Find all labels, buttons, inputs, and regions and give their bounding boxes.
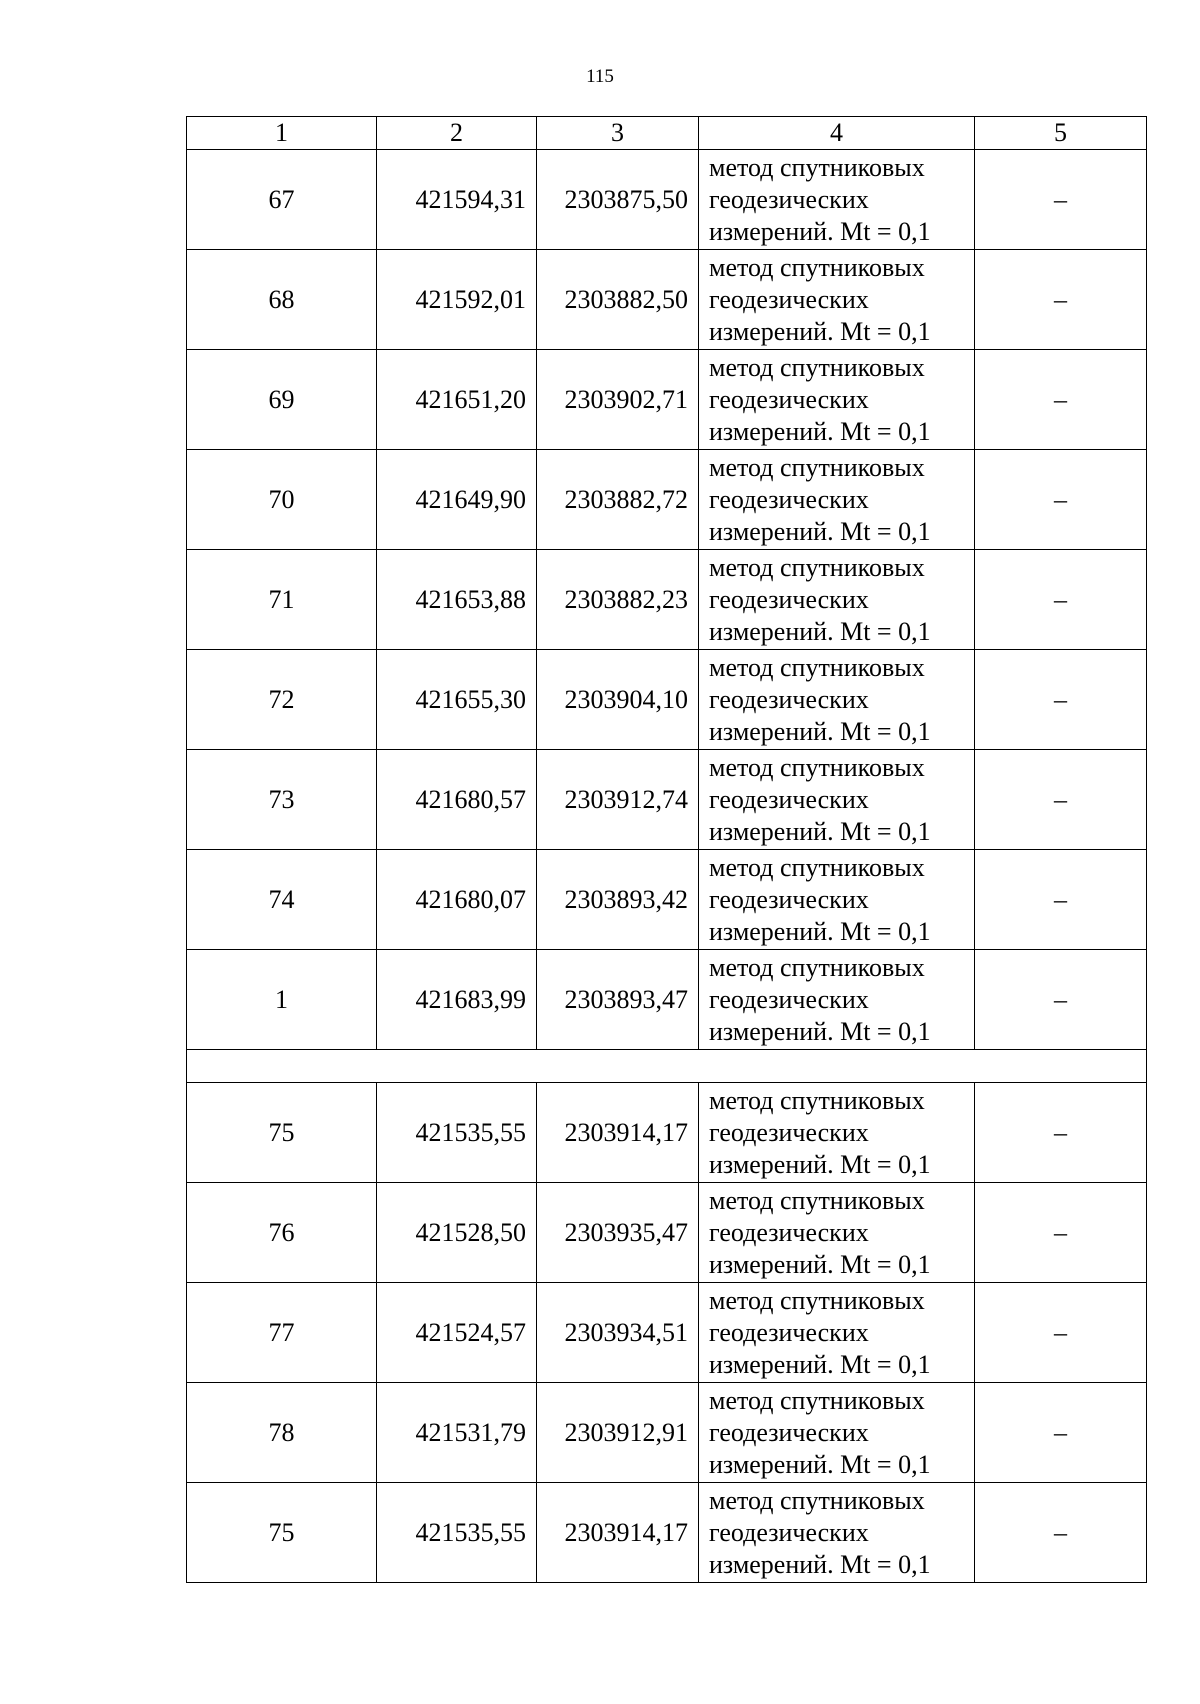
section-separator-cell [187, 1050, 1147, 1083]
x-coordinate-cell: 421535,55 [377, 1483, 537, 1583]
method-text-line: метод спутниковых [709, 752, 925, 782]
method-cell [699, 1483, 975, 1583]
note-cell: – [975, 150, 1147, 250]
section-separator-row [187, 1050, 1147, 1083]
method-text-line: геодезических [709, 1517, 869, 1547]
y-coordinate-cell: 2303904,10 [537, 650, 699, 750]
method-text-line: геодезических [709, 884, 869, 914]
method-text-line: геодезических [709, 1217, 869, 1247]
table-header-row [187, 117, 1147, 150]
y-coordinate-cell: 2303914,17 [537, 1083, 699, 1183]
method-cell [699, 150, 975, 250]
method-text-line: геодезических [709, 584, 869, 614]
method-text-line: геодезических [709, 1117, 869, 1147]
method-cell [699, 750, 975, 850]
note-cell: – [975, 1083, 1147, 1183]
table-row [187, 1283, 1147, 1383]
method-text-line: метод спутниковых [709, 652, 925, 682]
column-header: 1 [187, 117, 377, 150]
x-coordinate-cell: 421653,88 [377, 550, 537, 650]
coordinates-table [186, 116, 1147, 1583]
method-text-line: метод спутниковых [709, 1485, 925, 1515]
method-text-line: измерений. Mt = 0,1 [709, 216, 931, 246]
y-coordinate-cell: 2303875,50 [537, 150, 699, 250]
point-number-cell: 73 [187, 750, 377, 850]
method-text-line: измерений. Mt = 0,1 [709, 1549, 931, 1579]
method-cell [699, 1283, 975, 1383]
method-text-line: измерений. Mt = 0,1 [709, 1149, 931, 1179]
point-number-cell: 75 [187, 1483, 377, 1583]
point-number-cell: 71 [187, 550, 377, 650]
method-text-line: метод спутниковых [709, 352, 925, 382]
method-text-line: метод спутниковых [709, 1285, 925, 1315]
table-row [187, 1183, 1147, 1283]
note-cell: – [975, 850, 1147, 950]
x-coordinate-cell: 421651,20 [377, 350, 537, 450]
y-coordinate-cell: 2303882,72 [537, 450, 699, 550]
point-number-cell: 77 [187, 1283, 377, 1383]
x-coordinate-cell: 421535,55 [377, 1083, 537, 1183]
x-coordinate-cell: 421592,01 [377, 250, 537, 350]
x-coordinate-cell: 421680,57 [377, 750, 537, 850]
method-cell [699, 550, 975, 650]
column-header: 3 [537, 117, 699, 150]
method-cell [699, 350, 975, 450]
note-cell: – [975, 450, 1147, 550]
method-cell [699, 850, 975, 950]
method-text-line: измерений. Mt = 0,1 [709, 416, 931, 446]
table-row [187, 550, 1147, 650]
note-cell: – [975, 1183, 1147, 1283]
method-cell [699, 1083, 975, 1183]
method-text-line: измерений. Mt = 0,1 [709, 1349, 931, 1379]
method-text-line: измерений. Mt = 0,1 [709, 1249, 931, 1279]
x-coordinate-cell: 421680,07 [377, 850, 537, 950]
method-text-line: метод спутниковых [709, 1085, 925, 1115]
method-text-line: геодезических [709, 284, 869, 314]
x-coordinate-cell: 421524,57 [377, 1283, 537, 1383]
note-cell: – [975, 550, 1147, 650]
method-text-line: измерений. Mt = 0,1 [709, 1016, 931, 1046]
method-text-line: метод спутниковых [709, 152, 925, 182]
note-cell: – [975, 650, 1147, 750]
point-number-cell: 67 [187, 150, 377, 250]
y-coordinate-cell: 2303934,51 [537, 1283, 699, 1383]
point-number-cell: 68 [187, 250, 377, 350]
method-text-line: измерений. Mt = 0,1 [709, 516, 931, 546]
method-text-line: геодезических [709, 684, 869, 714]
table-row [187, 850, 1147, 950]
method-text-line: геодезических [709, 184, 869, 214]
point-number-cell: 1 [187, 950, 377, 1050]
x-coordinate-cell: 421528,50 [377, 1183, 537, 1283]
method-text-line: измерений. Mt = 0,1 [709, 716, 931, 746]
method-text-line: метод спутниковых [709, 1185, 925, 1215]
method-text-line: метод спутниковых [709, 952, 925, 982]
method-text-line: геодезических [709, 1317, 869, 1347]
table-row [187, 950, 1147, 1050]
column-header: 5 [975, 117, 1147, 150]
method-text-line: метод спутниковых [709, 1385, 925, 1415]
point-number-cell: 76 [187, 1183, 377, 1283]
method-text-line: геодезических [709, 1417, 869, 1447]
note-cell: – [975, 1483, 1147, 1583]
table-row [187, 1483, 1147, 1583]
note-cell: – [975, 350, 1147, 450]
x-coordinate-cell: 421683,99 [377, 950, 537, 1050]
note-cell: – [975, 250, 1147, 350]
y-coordinate-cell: 2303912,74 [537, 750, 699, 850]
method-text-line: измерений. Mt = 0,1 [709, 1449, 931, 1479]
method-text-line: геодезических [709, 784, 869, 814]
method-text-line: геодезических [709, 384, 869, 414]
point-number-cell: 72 [187, 650, 377, 750]
table-row [187, 1083, 1147, 1183]
method-text-line: геодезических [709, 984, 869, 1014]
table-row [187, 150, 1147, 250]
y-coordinate-cell: 2303893,42 [537, 850, 699, 950]
note-cell: – [975, 750, 1147, 850]
table-row [187, 650, 1147, 750]
point-number-cell: 74 [187, 850, 377, 950]
method-text-line: измерений. Mt = 0,1 [709, 616, 931, 646]
table-row [187, 750, 1147, 850]
method-text-line: метод спутниковых [709, 252, 925, 282]
method-cell [699, 450, 975, 550]
method-text-line: геодезических [709, 484, 869, 514]
note-cell: – [975, 1383, 1147, 1483]
method-text-line: метод спутниковых [709, 852, 925, 882]
table-row [187, 450, 1147, 550]
note-cell: – [975, 950, 1147, 1050]
table-row [187, 350, 1147, 450]
y-coordinate-cell: 2303935,47 [537, 1183, 699, 1283]
point-number-cell: 70 [187, 450, 377, 550]
y-coordinate-cell: 2303882,23 [537, 550, 699, 650]
method-cell [699, 1183, 975, 1283]
point-number-cell: 78 [187, 1383, 377, 1483]
y-coordinate-cell: 2303914,17 [537, 1483, 699, 1583]
method-text-line: измерений. Mt = 0,1 [709, 916, 931, 946]
column-header: 4 [699, 117, 975, 150]
page-number: 115 [586, 66, 614, 87]
point-number-cell: 75 [187, 1083, 377, 1183]
note-cell: – [975, 1283, 1147, 1383]
y-coordinate-cell: 2303902,71 [537, 350, 699, 450]
method-text-line: метод спутниковых [709, 452, 925, 482]
method-cell [699, 650, 975, 750]
method-cell [699, 950, 975, 1050]
method-text-line: измерений. Mt = 0,1 [709, 816, 931, 846]
y-coordinate-cell: 2303912,91 [537, 1383, 699, 1483]
column-header: 2 [377, 117, 537, 150]
y-coordinate-cell: 2303893,47 [537, 950, 699, 1050]
table-row [187, 250, 1147, 350]
method-cell [699, 1383, 975, 1483]
table-row [187, 1383, 1147, 1483]
x-coordinate-cell: 421531,79 [377, 1383, 537, 1483]
method-cell [699, 250, 975, 350]
method-text-line: метод спутниковых [709, 552, 925, 582]
x-coordinate-cell: 421655,30 [377, 650, 537, 750]
point-number-cell: 69 [187, 350, 377, 450]
y-coordinate-cell: 2303882,50 [537, 250, 699, 350]
x-coordinate-cell: 421594,31 [377, 150, 537, 250]
method-text-line: измерений. Mt = 0,1 [709, 316, 931, 346]
x-coordinate-cell: 421649,90 [377, 450, 537, 550]
